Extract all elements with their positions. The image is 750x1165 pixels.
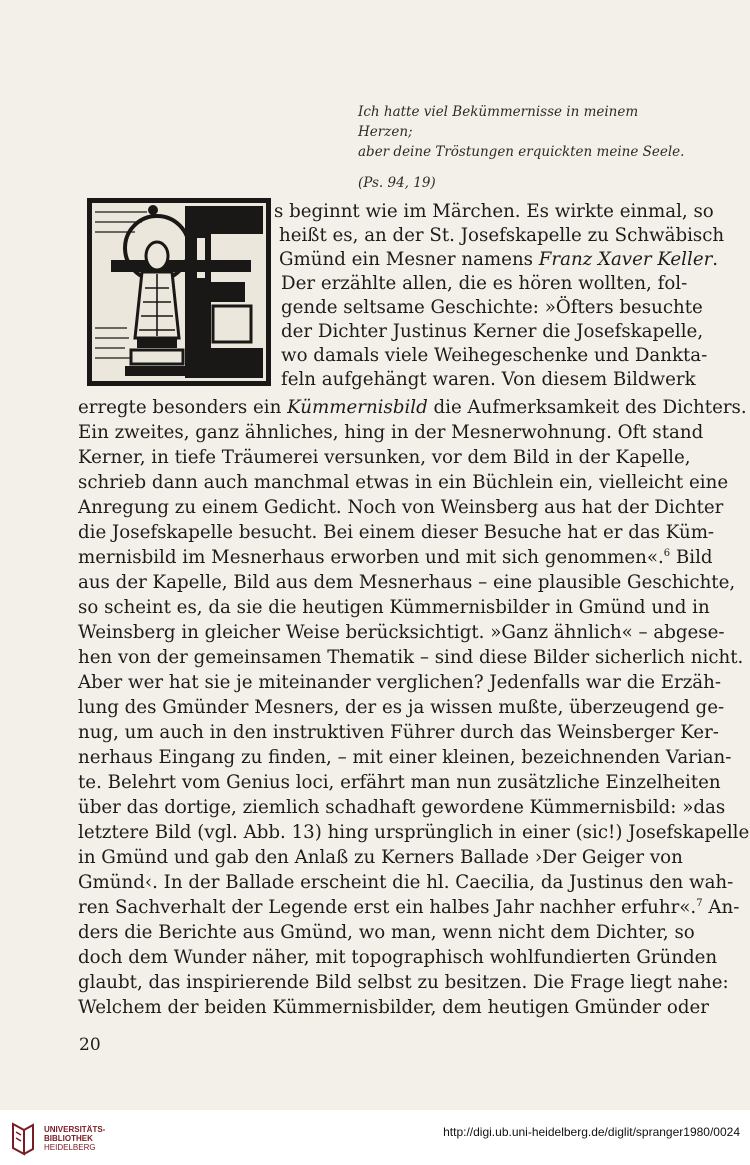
body-line: der Dichter Justinus Kerner die Josefskapelle, bbox=[281, 321, 704, 342]
body-line: ders die Berichte aus Gmünd, wo man, wenn nicht dem Dichter, so bbox=[78, 922, 695, 943]
body-line: s beginnt wie im Märchen. Es wirkte einmal, so bbox=[274, 201, 714, 222]
body-line: Der erzählte allen, die es hören wollten, fol- bbox=[281, 273, 688, 294]
body-line: lung des Gmünder Mesners, der es ja wissen mußte, überzeugend ge- bbox=[78, 697, 725, 718]
library-logo-icon bbox=[10, 1122, 36, 1156]
body-line: Ein zweites, ganz ähnliches, hing in der Mesnerwohnung. Oft stand bbox=[78, 422, 704, 443]
body-line: über das dortige, ziemlich schadhaft gewordene Kümmernisbild: »das bbox=[78, 797, 726, 818]
epigraph-line-1: Ich hatte viel Bekümmernisse in meinem Herzen; bbox=[358, 104, 639, 140]
library-name: UNIVERSITÄTS- BIBLIOTHEK HEIDELBERG bbox=[44, 1125, 106, 1152]
body-line: te. Belehrt vom Genius loci, erfährt man nun zusätzliche Einzelheiten bbox=[78, 772, 721, 793]
body-line: feln aufgehängt waren. Von diesem Bildwerk bbox=[281, 369, 696, 390]
body-line: die Josefskapelle besucht. Bei einem dieser Besuche hat er das Küm- bbox=[78, 522, 715, 543]
body-line: heißt es, an der St. Josefskapelle zu Schwäbisch bbox=[279, 225, 725, 246]
body-line: glaubt, das inspirierende Bild selbst zu besitzen. Die Frage liegt nahe: bbox=[78, 972, 729, 993]
body-line: mernisbild im Mesnerhaus erworben und mit sich genommen«.$^6$ Bild bbox=[78, 547, 713, 568]
body-line: wo damals viele Weihegeschenke und Dankta- bbox=[281, 345, 708, 366]
body-line: nerhaus Eingang zu finden, – mit einer kleinen, bezeichnenden Varian- bbox=[78, 747, 732, 768]
body-line: letztere Bild (vgl. Abb. 13) hing ursprünglich in einer (sic!) Josefskapelle bbox=[78, 822, 750, 843]
body-line: in Gmünd und gab den Anlaß zu Kerners Ballade ›Der Geiger von bbox=[78, 847, 683, 868]
footnote-marker: 7 bbox=[696, 898, 703, 909]
body-line: Aber wer hat sie je miteinander verglichen? Jedenfalls war die Erzäh- bbox=[78, 672, 722, 693]
body-line: Welchem der beiden Kümmernisbilder, dem heutigen Gmünder oder bbox=[78, 997, 709, 1018]
body-line: gende seltsame Geschichte: »Öfters besuchte bbox=[281, 297, 703, 318]
epigraph bbox=[358, 102, 688, 193]
source-url-link[interactable]: http://digi.ub.uni-heidelberg.de/diglit/spranger1980/0024 bbox=[443, 1125, 740, 1139]
epigraph-line-2: aber deine Tröstungen erquickten meine Seele. bbox=[358, 144, 685, 160]
body-line: nug, um auch in den instruktiven Führer durch das Weinsberger Ker- bbox=[78, 722, 719, 743]
body-line: so scheint es, da sie die heutigen Kümmernisbilder in Gmünd und in bbox=[78, 597, 710, 618]
body-line: Gmünd‹. In der Ballade erscheint die hl. Caecilia, da Justinus den wah- bbox=[78, 872, 734, 893]
italic-name: Franz Xaver Keller bbox=[538, 249, 713, 270]
footnote-marker: 6 bbox=[663, 548, 671, 559]
body-line: hen von der gemeinsamen Thematik – sind diese Bilder sicherlich nicht. bbox=[78, 647, 744, 668]
body-line: aus der Kapelle, Bild aus dem Mesnerhaus – eine plausible Geschichte, bbox=[78, 572, 736, 593]
page-number: 20 bbox=[79, 1035, 101, 1055]
body-line: doch dem Wunder näher, mit topographisch wohlfundierten Gründen bbox=[78, 947, 718, 968]
body-line: Weinsberg in gleicher Weise berücksichtigt. »Ganz ähnlich« – abgese- bbox=[78, 622, 725, 643]
body-line: Gmünd ein Mesner namens Franz Xaver Keller. bbox=[279, 249, 719, 270]
italic-term: Kümmernisbild bbox=[287, 397, 428, 418]
epigraph-reference: (Ps. 94, 19) bbox=[358, 175, 436, 191]
body-line: ren Sachverhalt der Legende erst ein halbes Jahr nachher erfuhr«.$^7$ An- bbox=[78, 897, 740, 918]
body-line: Kerner, in tiefe Träumerei versunken, vor dem Bild in der Kapelle, bbox=[78, 447, 691, 468]
body-line: erregte besonders ein Kümmernisbild die Aufmerksamkeit des Dichters. bbox=[78, 397, 747, 418]
body-line: Anregung zu einem Gedicht. Noch von Weinsberg aus hat der Dichter bbox=[78, 497, 724, 518]
woodcut-initial-image bbox=[87, 198, 271, 386]
body-line: schrieb dann auch manchmal etwas in ein Büchlein ein, vielleicht eine bbox=[78, 472, 729, 493]
